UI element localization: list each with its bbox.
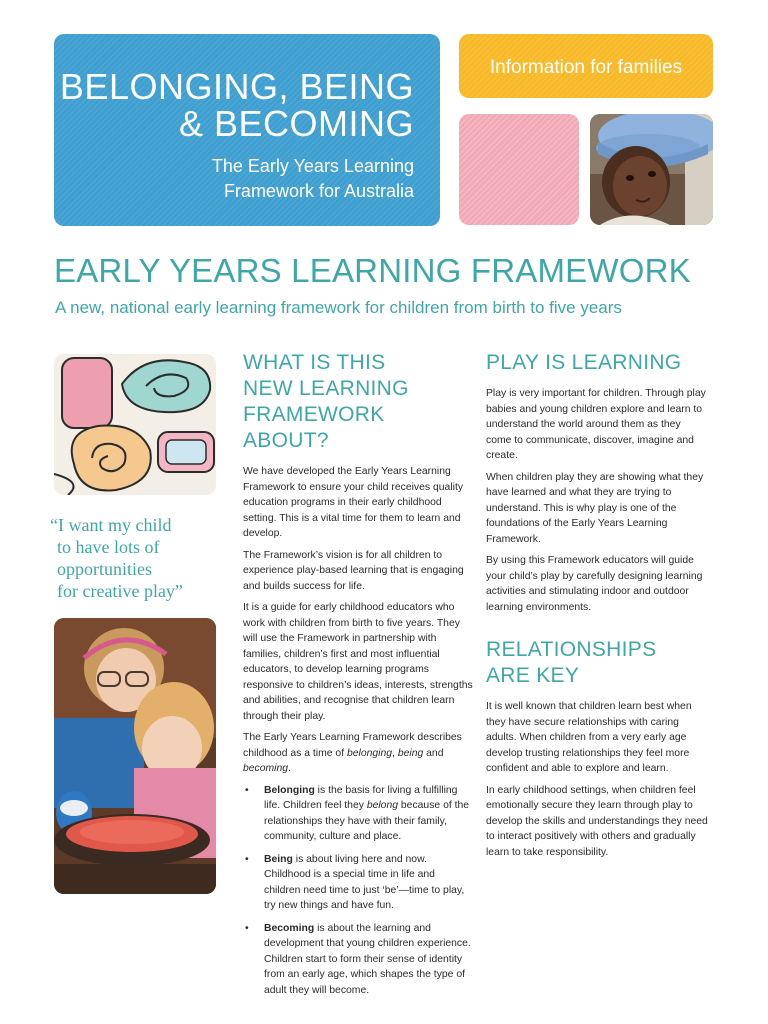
belonging-emphasis: belong <box>366 800 399 811</box>
right-column <box>486 350 708 866</box>
what-is-paragraph-3: It is a guide for early childhood educators who work with children from birth to five years. They will use the Framework in partnership with families, children’s first and most influential educators, to develop learning programs responsive to children’s ideas, interests, strengths and abilities, and recognise that children learn through their play. <box>243 602 473 722</box>
list-item-belonging <box>243 783 473 845</box>
p4-belonging: belonging <box>346 747 393 759</box>
child-portrait-illustration <box>590 114 713 225</box>
what-is-heading-line-1: WHAT IS THIS <box>243 351 386 374</box>
relationships-heading-line-2: ARE KEY <box>486 664 580 687</box>
what-is-heading-line-3: FRAMEWORK ABOUT? <box>243 403 385 452</box>
title-line-2: & BECOMING <box>178 103 414 144</box>
what-is-section <box>243 350 473 1005</box>
what-is-heading-line-2: NEW LEARNING <box>243 377 409 400</box>
play-paragraph-1: Play is very important for children. Through play babies and young children explore and learn to understand the world around them as they come to communicate, discover, imagine and create. <box>486 388 706 461</box>
becoming-text: is about the learning and development that young children experience. Children start to form their sense of identity from an early age, which shapes the type of adult they will become. <box>264 922 471 996</box>
p4-end: . <box>288 763 291 774</box>
relationships-heading-line-1: RELATIONSHIPS <box>486 638 657 661</box>
p4-being: being <box>397 747 424 759</box>
becoming-term: Becoming <box>264 922 315 934</box>
relationships-paragraph-2: In early childhood settings, when children feel emotionally secure they learn through play to develop the skills and understandings they need to interact positively with others and gradually learn to take responsibility. <box>486 784 708 858</box>
p4-comma: , <box>392 747 398 759</box>
being-text: is about living here and now. Childhood is a special time in life and children need time to just ‘be’—time to play, try new things and have fun. <box>264 853 465 911</box>
children-artwork-image <box>54 354 216 495</box>
belonging-being-becoming-list <box>243 783 473 999</box>
play-heading: PLAY IS LEARNING <box>486 351 682 374</box>
page-title: EARLY YEARS LEARNING FRAMEWORK <box>54 252 691 289</box>
child-portrait-photo <box>590 114 713 225</box>
belonging-text-b: because of the relationships they have with their family, community, culture and place. <box>264 800 470 842</box>
info-for-families-banner <box>459 34 713 98</box>
p4-becoming: becoming <box>243 763 289 774</box>
title-banner <box>54 34 440 226</box>
play-paragraph-2: When children play they are showing what they have learned and what they are trying to understand. This is why play is one of the foundations of the Early Years Learning Framework. <box>486 471 704 545</box>
play-paragraph-3: By using this Framework educators will guide your child’s play by carefully designing learning activities and stimulating indoor and outdoor learning environments. <box>486 555 703 613</box>
what-is-paragraph-4 <box>243 730 473 777</box>
p4-text: The Early Years Learning Framework describes childhood as a time of <box>243 732 462 759</box>
page-subtitle: A new, national early learning framework for children from birth to five years <box>55 298 622 317</box>
quote-line-3: opportunities <box>57 559 152 579</box>
parent-quote <box>50 514 220 602</box>
title-line-1: BELONGING, BEING <box>59 66 414 107</box>
what-is-paragraph-2: The Framework’s vision is for all children to experience play-based learning that is engaging and builds success for life. <box>243 549 464 592</box>
publication-title <box>54 68 414 142</box>
quote-line-1: “I want my child <box>50 515 172 535</box>
p4-and: and <box>423 747 444 759</box>
publication-subtitle <box>54 154 414 204</box>
quote-line-4: for creative play” <box>57 581 183 601</box>
belonging-term: Belonging <box>264 784 315 796</box>
being-term: Being <box>264 853 293 865</box>
children-playing-photo <box>54 618 216 894</box>
relationships-heading <box>486 637 708 689</box>
quote-line-2: to have lots of <box>57 537 160 557</box>
subtitle-line-2: Framework for Australia <box>223 181 414 201</box>
subtitle-line-1: The Early Years Learning <box>211 156 414 176</box>
info-label: Information for families <box>489 57 683 78</box>
relationships-paragraph-1: It is well known that children learn best when they have secure relationships with caring adults. When children from a very early age develop trusting relationships they feel more confident and able to explore and learn. <box>486 701 692 774</box>
list-item-being <box>243 852 473 914</box>
list-item-becoming <box>243 921 473 999</box>
what-is-heading <box>243 350 473 454</box>
crayon-drawing-illustration <box>54 354 216 495</box>
what-is-paragraph-1: We have developed the Early Years Learning Framework to ensure your child receives quality education programs in their early childhood setting. This is a vital time for them to learn and develop. <box>243 466 464 539</box>
belonging-text-a: is the basis for living a fulfilling life. Children feel they <box>264 784 458 811</box>
children-playing-illustration <box>54 618 216 894</box>
decorative-pink-tile <box>459 114 579 225</box>
